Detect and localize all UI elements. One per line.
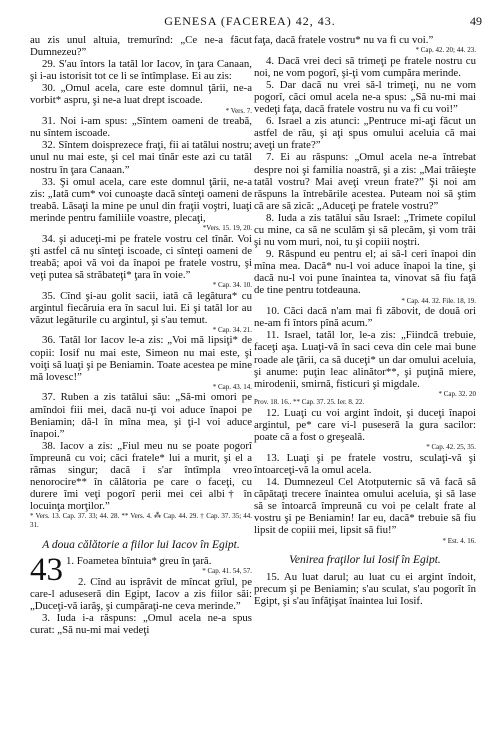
cross-reference: * Cap. 42. 25, 35. [426, 443, 476, 452]
cross-reference: * Cap. 34. 21. [212, 325, 252, 334]
verse-34: 34. şi aduceţi-mi pe fratele vostru cel tînăr. Voi şti astfel că nu sînteţi iscoade, ci sînteţi oameni de treabă; apoi vă voi da înapoi pe fratele vostru, şi veţi putea să străbateţi* ţara în voie.” [30, 232, 252, 281]
verse-35: 35. Cînd şi-au golit sacii, iată că legătura* cu argintul fiecăruia era în sacul lui. Ei şi tatăl lor au văzut legăturile cu argintul, şi s'au temut. [30, 289, 252, 326]
verse-37: 37. Ruben a zis tatălui său: „Să-mi omori pe amîndoi fiii mei, dacă nu-ţi voi aduce înapoi pe Beniamin; dă-l în mîna mea, şi ţi-l voi aduce înapoi.” [30, 391, 252, 440]
verse-29: 29. S'au întors la tatăl lor Iacov, în ţara Canaan, şi i-au istorisit tot ce li se întîmplase. Ei au zis: [30, 58, 252, 83]
footnotes: * Vers. 13. Cap. 37. 33; 44. 28. ** Vers. 4. ⁂ Cap. 44. 29. † Cap. 37. 35; 44. 31. [30, 512, 252, 529]
verse-15: 15. Au luat darul; au luat cu ei argint îndoit, precum şi pe Beniamin; s'au sculat, s'au pogorît în Egipt, şi s'au înfăţişat înaintea lui Iosif. [254, 570, 476, 607]
verse-10: 10. Căci dacă n'am mai fi zăbovit, de două ori ne-am fi întors pînă acum.” [254, 305, 476, 330]
verse-36: 36. Tatăl lor Iacov le-a zis: „Voi mă lipsiţi* de copii: Iosif nu mai este, Simeon nu mai este, şi voiţi să luaţi şi pe Beniamin. Toate acestea pe mine mă lovesc!” [30, 334, 252, 383]
section-heading: Venirea fraţilor lui Iosif în Egipt. [289, 554, 441, 567]
verse-7: 7. Ei au răspuns: „Omul acela ne-a întrebat despre noi şi familia noastră, şi a zis: „Mai trăieşte tatăl vostru? Mai aveţi vreun frate?” Şi noi am răspuns la întrebările acestea. Puteam noi să ştim că are să zică: „Aduceţi pe fratele vostru?” [254, 151, 476, 212]
verse-13: 13. Luaţi şi pe fratele vostru, sculaţi-vă şi întoarceţi-vă la omul acela. [254, 451, 476, 476]
verse-14: 14. Dumnezeul Cel Atotputernic să vă facă să căpătaţi trecere înaintea omului aceluia, şi să lase să se întoarcă împreună cu voi pe celalt frate al vostru şi pe Beniamin! Iar eu, dacă* trebuie să fiu lipsit de copiii mei, lipsit să fiu!” [254, 476, 476, 537]
verse-31: 31. Noi i-am spus: „Sîntem oameni de treabă, nu sîntem iscoade. [30, 115, 252, 140]
cross-reference: *Vers. 15. 19, 20. [202, 224, 252, 232]
cross-reference: * Cap. 41. 54, 57. [202, 567, 252, 576]
cross-reference: * Cap. 43. 14. [212, 382, 252, 391]
verse-28-tail: au zis unul altuia, tremurînd: „Ce ne-a făcut Dumnezeu?” [30, 34, 252, 59]
cross-reference: * Cap. 34. 10. [212, 280, 252, 289]
cross-reference: * Cap. 32. 20 [438, 389, 476, 398]
right-column [254, 34, 476, 734]
verse-9: 9. Răspund eu pentru el; ai să-l ceri înapoi din mîna mea. Dacă* nu-l voi aduce înapoi la tine, şi dacă nu-l voi pune înaintea ta, vinovat să fiu faţă de tine pentru totdeauna. [254, 248, 476, 297]
verse-12: 12. Luaţi cu voi argint îndoit, şi duceţi înapoi argintul, pe* care vi-l puseseră la gura sacilor: poate că a fost o greşeală. [254, 407, 476, 444]
verse-3-tail: faţa, dacă fratele vostru* nu va fi cu voi.” [254, 34, 434, 46]
section-heading: A doua călătorie a fiilor lui Iacov în Egipt. [42, 538, 240, 551]
cross-reference: * Cap. 44. 32. File. 18, 19. [401, 296, 476, 305]
verse-33: 33. Şi omul acela, care este domnul ţării, ne-a zis: „Iată cum* voi cunoaşte dacă sînteţi oameni de treabă. Lăsaţi la mine pe unul din fraţii voştri, luaţi merinde pentru familiile voastre, plecaţi, [30, 175, 252, 224]
verse-1-text: 1. Foametea bîntuia* greu în ţară. [66, 555, 212, 568]
page-header [0, 14, 500, 30]
footnotes: Prov. 18. 16.. ** Cap. 37. 25. Ier. 8. 22. [254, 398, 365, 407]
cross-reference: * Est. 4. 16. [442, 536, 476, 545]
verse-4: 4. Dacă vrei deci să trimeţi pe fratele nostru cu noi, ne vom pogorî, şi-ţi vom cumpăra merinde. [254, 54, 476, 79]
verse-5: 5. Dar dacă nu vrei să-l trimeţi, nu ne vom pogorî, căci omul acela ne-a spus: „Să nu-mi mai vedeţi faţa, dacă fratele vostru nu va fi cu voi!” [254, 78, 476, 116]
chapter-43-verse-3: 3. Iuda i-a răspuns: „Omul acela ne-a spus curat: „Să nu-mi mai vedeţi [30, 612, 252, 637]
verse-32: 32. Sîntem doisprezece fraţi, fii ai tatălui nostru; unul nu mai este, şi cel mai tînăr este azi cu tatăl nostru în ţara Canaan.” [30, 139, 252, 176]
verse-8: 8. Iuda a zis tatălui său Israel: „Trimete copilul cu mine, ca să ne sculăm şi să plecăm, şi vom trăi şi nu vom muri, noi, tu şi copiii noştri. [254, 211, 476, 249]
verse-30: 30. „Omul acela, care este domnul ţării, ne-a vorbit* aspru, şi ne-a luat drept iscoade. [30, 82, 252, 107]
cross-reference: * Vers. 7. [225, 106, 252, 115]
page-number: 49 [470, 14, 482, 28]
verse-11: 11. Israel, tatăl lor, le-a zis: „Fiindcă trebuie, faceţi aşa. Luaţi-vă în saci ceva din cele mai bune roade ale ţării, ca să duceţi* un dar omului aceluia, şi anume: puţin leac alinător**, şi puţină miere, mirodenii, smirnă, fisticuri şi migdale. [254, 329, 476, 390]
cross-reference: * Cap. 42. 20; 44. 23. [415, 46, 476, 55]
verse-6: 6. Israel a zis atunci: „Pentruce mi-aţi făcut un astfel de rău, şi aţi spus omului aceluia că mai aveţi un frate?” [254, 115, 476, 152]
verse-38: 38. Iacov a zis: „Fiul meu nu se poate pogorî împreună cu voi; căci fratele* lui a murit, şi el a rămas singur; dacă i s'ar întîmpla vreo nenorocire** în călătoria pe care o faceţi, cu durere îmi veţi pogorî perii mei cei albi† în locuinţa morţilor.” [30, 439, 252, 513]
chapter-number: 43 [30, 552, 63, 589]
chapter-43-verse-2: 2. Cînd au isprăvit de mîncat grîul, pe care-l aduseseră din Egipt, Iacov a zis fiilor săi: „Duceţi-vă iarăş, şi cumpăraţi-ne ceva merinde.” [30, 575, 252, 612]
running-title: GENESA (FACEREA) 42, 43. [164, 14, 336, 28]
left-column [30, 34, 252, 734]
